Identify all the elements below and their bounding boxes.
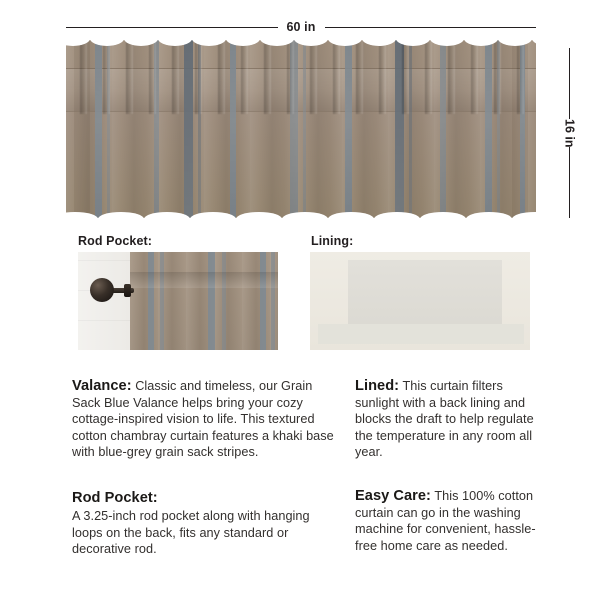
dimension-rule-left: [66, 27, 278, 28]
gather-fold: [402, 40, 409, 114]
gather-fold: [103, 40, 110, 114]
feature-lined-body: This curtain filters sunlight with a back lining and blocks the draft to help regulate the temperature in any room all year.: [355, 379, 534, 460]
dimension-rule-bottom: [569, 147, 570, 218]
rod-pocket-panel-label: Rod Pocket:: [78, 234, 153, 248]
rod-finial-icon: [90, 278, 114, 302]
gather-fold: [241, 40, 248, 114]
feature-lined: [355, 378, 540, 461]
feature-easy-care-body: This 100% cotton curtain can go in the washing machine for convenient, hassle-free home care as needed.: [355, 489, 536, 553]
grain-sack-stripe: [95, 40, 102, 218]
grain-sack-stripe: [345, 40, 352, 218]
height-dimension-label: 16 in: [562, 118, 577, 148]
width-dimension-label: 60 in: [286, 19, 316, 34]
gather-fold: [195, 40, 202, 114]
grain-sack-stripe: [409, 40, 412, 218]
gather-fold: [126, 40, 133, 114]
gather-fold: [287, 40, 294, 114]
valance-hero-image: [66, 40, 536, 218]
gather-fold: [172, 40, 179, 114]
feature-valance-heading: Valance:: [72, 378, 132, 394]
rod-pocket-photo: [78, 252, 278, 350]
gather-fold: [218, 40, 225, 114]
gather-fold: [517, 40, 524, 114]
gather-fold: [264, 40, 271, 114]
grain-sack-stripe: [184, 40, 193, 218]
rod-pocket-band: [66, 68, 536, 112]
feature-valance: [72, 378, 334, 461]
gather-fold: [448, 40, 455, 114]
feature-rod-pocket-body: A 3.25-inch rod pocket along with hanging loops on the back, fits any standard or decorative rod.: [72, 509, 310, 557]
gather-fold: [379, 40, 386, 114]
feature-valance-body: Classic and timeless, our Grain Sack Blue Valance helps bring your cozy cottage-inspired vision to life. This textured cotton chambray curtain features a khaki base with blue-grey grain sack stripes.: [72, 379, 334, 460]
curtain-fabric: [66, 40, 536, 218]
feature-rod-pocket: [72, 488, 334, 558]
curtain-body: [66, 40, 536, 218]
rod-pocket-fabric: [130, 252, 278, 350]
gather-fold: [494, 40, 501, 114]
lining-panel-label: Lining:: [311, 234, 354, 248]
dimension-rule-top: [569, 48, 570, 119]
lining-photo: [310, 252, 530, 350]
height-dimension-callout: [556, 48, 582, 218]
gather-fold: [310, 40, 317, 114]
lining-bottom-band: [318, 324, 524, 344]
gather-fold: [333, 40, 340, 114]
gather-fold: [425, 40, 432, 114]
rod-collar: [124, 284, 131, 297]
lining-inner-panel: [348, 260, 502, 324]
grain-sack-stripe: [303, 40, 306, 218]
grain-sack-stripe: [230, 40, 236, 218]
feature-rod-pocket-heading: Rod Pocket:: [72, 490, 158, 506]
gather-fold: [471, 40, 478, 114]
curtain-gathers: [130, 272, 278, 288]
gather-fold: [80, 40, 87, 114]
width-dimension-callout: [66, 18, 536, 36]
gather-fold: [356, 40, 363, 114]
grain-sack-stripe: [485, 40, 492, 218]
grain-sack-stripe: [440, 40, 446, 218]
gather-fold: [149, 40, 156, 114]
feature-lined-heading: Lined:: [355, 378, 400, 394]
feature-easy-care: [355, 488, 540, 554]
dimension-rule-right: [325, 27, 537, 28]
feature-easy-care-heading: Easy Care:: [355, 488, 431, 504]
